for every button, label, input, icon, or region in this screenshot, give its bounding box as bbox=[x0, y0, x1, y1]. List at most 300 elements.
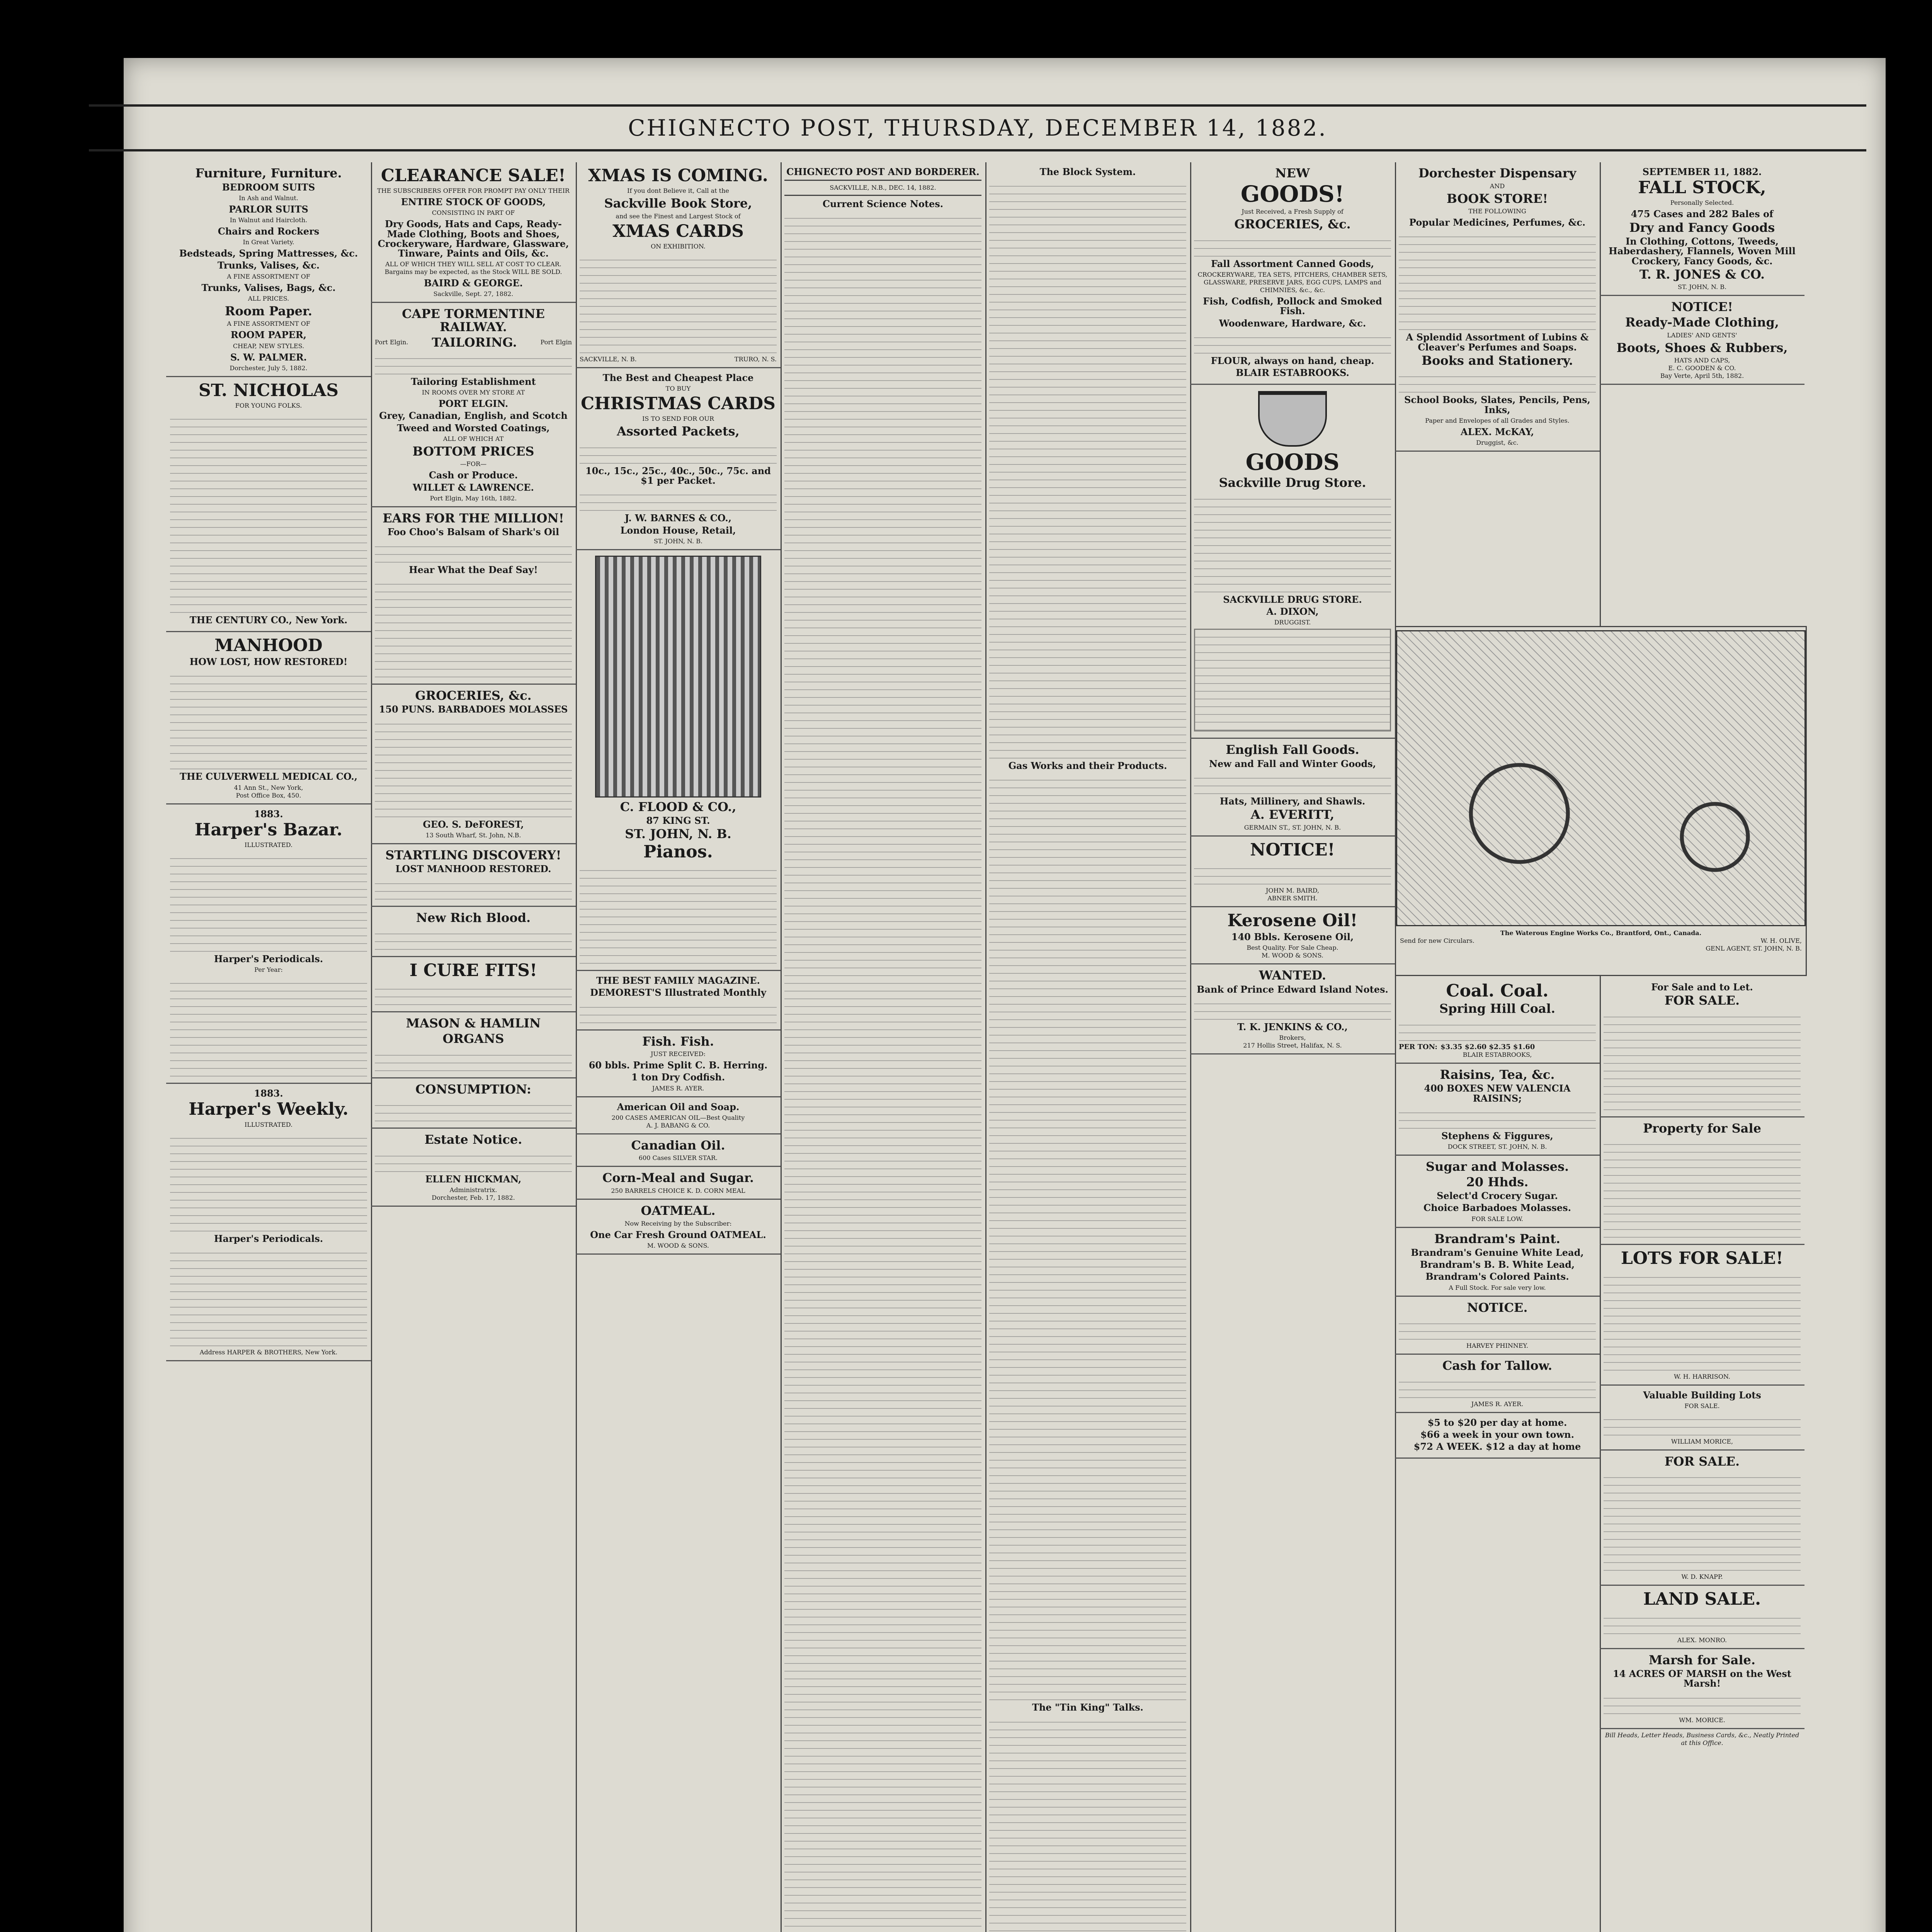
ad-line: In Walnut and Haircloth. bbox=[230, 216, 308, 224]
ad-title: CLEARANCE SALE! bbox=[381, 166, 566, 185]
ad-footer bbox=[580, 355, 777, 363]
ad-title: NEW bbox=[1275, 166, 1310, 180]
ad-signature: BAIRD & GEORGE. bbox=[423, 277, 523, 289]
ad-line: DRUGGIST. bbox=[1274, 619, 1311, 626]
article-body bbox=[989, 179, 1186, 759]
ad-line: ALL PRICES. bbox=[248, 294, 289, 302]
ad-title: GROCERIES, &c. bbox=[415, 688, 532, 703]
column-1 bbox=[166, 162, 372, 1932]
body-text bbox=[1604, 1412, 1801, 1435]
body-text bbox=[375, 539, 572, 563]
ad-line: Trunks, Valises, &c. bbox=[217, 260, 320, 271]
body-text bbox=[1194, 330, 1391, 354]
ad-line: 1883. bbox=[254, 808, 283, 820]
ad-signature: WILLIAM MORICE, bbox=[1671, 1437, 1733, 1445]
notice-jones-ad bbox=[1600, 296, 1804, 385]
ad-line: IS TO SEND FOR OUR bbox=[642, 415, 714, 423]
building-lots-ad bbox=[1600, 1386, 1804, 1451]
ad-title: American Oil and Soap. bbox=[617, 1101, 740, 1112]
ad-title: EARS FOR THE MILLION! bbox=[383, 510, 564, 526]
ad-line: 600 Cases SILVER STAR. bbox=[638, 1154, 718, 1162]
drug-store-ad bbox=[1190, 385, 1395, 739]
ad-line: 150 PUNS. BARBADOES MOLASSES bbox=[379, 704, 568, 715]
ad-line: Now Receiving by the Subscriber: bbox=[624, 1219, 732, 1227]
ad-line: 475 Cases and 282 Bales of bbox=[1631, 208, 1774, 220]
ad-line: TRURO, N. S. bbox=[734, 355, 777, 363]
ad-line: Harper's Periodicals. bbox=[214, 1233, 323, 1244]
ad-line: SEPTEMBER 11, 1882. bbox=[1642, 166, 1762, 177]
ad-title: The Best and Cheapest Place bbox=[602, 372, 754, 383]
divider bbox=[784, 195, 981, 196]
ad-title: Coal. Coal. bbox=[1446, 981, 1549, 1001]
body-text bbox=[1194, 771, 1391, 794]
printing-notice bbox=[1600, 1729, 1804, 1751]
ad-date: Bay Verte, April 5th, 1882. bbox=[1660, 372, 1744, 380]
dateline: SACKVILLE, N.B., DEC. 14, 1882. bbox=[830, 184, 936, 192]
ad-line: Hats, Millinery, and Shawls. bbox=[1219, 795, 1366, 807]
ad-line: ROOM PAPER, bbox=[230, 329, 307, 341]
ad-line: Send for new Circulars. bbox=[1400, 937, 1475, 944]
body-text bbox=[375, 927, 572, 950]
ad-signature: BLAIR ESTABROOKS, bbox=[1463, 1051, 1532, 1058]
ad-line: Books and Stationery. bbox=[1421, 353, 1573, 368]
body-text bbox=[170, 1246, 367, 1346]
estate-notice bbox=[371, 1129, 576, 1207]
ad-title: GOODS bbox=[1245, 449, 1340, 476]
body-text bbox=[1604, 1691, 1801, 1714]
body-text bbox=[1604, 1611, 1801, 1634]
ad-signature: A. EVERITT, bbox=[1250, 807, 1335, 822]
ad-line: 400 BOXES NEW VALENCIA RAISINS; bbox=[1424, 1083, 1571, 1104]
ad-line: Druggist, &c. bbox=[1476, 439, 1519, 446]
ad-line: Best Quality. For Sale Cheap. bbox=[1247, 944, 1338, 952]
ad-line: GERMAIN ST., ST. JOHN, N. B. bbox=[1244, 823, 1341, 831]
ad-title: MANHOOD bbox=[214, 636, 323, 656]
ad-title: Corn-Meal and Sugar. bbox=[602, 1170, 754, 1185]
ad-line: Brandram's B. B. White Lead, bbox=[1420, 1259, 1575, 1270]
ad-line: THE FOLLOWING bbox=[1468, 207, 1526, 215]
body-text bbox=[580, 863, 777, 964]
furniture-ad bbox=[166, 162, 371, 377]
divider bbox=[784, 180, 981, 181]
ad-date: Sackville, Sept. 27, 1882. bbox=[433, 290, 514, 298]
ad-line: Dry and Fancy Goods bbox=[1629, 220, 1775, 235]
ad-title: Valuable Building Lots bbox=[1643, 1389, 1761, 1401]
fall-stock-ad bbox=[1600, 162, 1804, 296]
ad-signature: ELLEN HICKMAN, bbox=[425, 1173, 522, 1185]
ad-line: London House, Retail, bbox=[620, 524, 736, 536]
ad-line: DEMOREST'S Illustrated Monthly bbox=[590, 987, 766, 998]
canadian-oil-ad bbox=[576, 1134, 781, 1167]
article-title: Gas Works and their Products. bbox=[1008, 760, 1167, 772]
st-nicholas-ad bbox=[166, 377, 371, 632]
article-body bbox=[784, 211, 981, 1932]
ad-signature: T. R. JONES & CO. bbox=[1639, 267, 1765, 282]
ad-signature: M. WOOD & SONS. bbox=[647, 1242, 709, 1249]
ad-title: Estate Notice. bbox=[424, 1132, 522, 1147]
body-text bbox=[580, 440, 777, 464]
ad-line: Tweed and Worsted Coatings, bbox=[397, 422, 550, 434]
body-text bbox=[375, 1098, 572, 1121]
ad-line: If you dont Believe it, Call at the bbox=[627, 187, 729, 195]
ad-signature: JAMES R. AYER. bbox=[652, 1084, 704, 1092]
ad-line: Bedsteads, Spring Mattresses, &c. bbox=[179, 248, 358, 259]
ad-title: NOTICE! bbox=[1671, 299, 1733, 315]
ad-title: NOTICE. bbox=[1467, 1300, 1528, 1315]
ad-signature: ABNER SMITH. bbox=[1267, 894, 1318, 902]
body-text bbox=[1604, 1010, 1801, 1110]
ad-line: In Great Variety. bbox=[243, 238, 294, 246]
ad-footer bbox=[1396, 937, 1806, 945]
lots-sale-ad bbox=[1600, 1245, 1804, 1385]
raisins-ad bbox=[1395, 1064, 1600, 1156]
ad-line: 1883. bbox=[254, 1088, 283, 1099]
cape-tormentine-ad bbox=[371, 303, 576, 507]
waterous-engine-ad bbox=[1395, 626, 1807, 976]
column-4 bbox=[781, 162, 986, 1932]
coal-price-row bbox=[1399, 1043, 1596, 1051]
columns bbox=[166, 162, 1804, 1932]
ad-line: Select'd Crocery Sugar. bbox=[1437, 1190, 1558, 1202]
ad-line: New and Fall and Winter Goods, bbox=[1209, 758, 1376, 769]
dispensary-ad bbox=[1395, 162, 1600, 452]
ad-line: Port Elgin bbox=[540, 338, 572, 346]
ad-title: Raisins, Tea, &c. bbox=[1440, 1067, 1555, 1082]
body-text bbox=[170, 412, 367, 613]
ad-line: FOR SALE. bbox=[1664, 993, 1740, 1008]
ad-signature: GEO. S. DeFOREST, bbox=[423, 818, 524, 830]
ad-signature: W. H. HARRISON. bbox=[1673, 1372, 1730, 1380]
ad-line: Woodenware, Hardware, &c. bbox=[1219, 317, 1366, 329]
consumption-ad bbox=[371, 1078, 576, 1129]
ad-title: For Sale and to Let. bbox=[1651, 981, 1753, 993]
body-text bbox=[375, 1149, 572, 1172]
ad-line: 250 BARRELS CHOICE K. D. CORN MEAL bbox=[611, 1187, 745, 1194]
ad-title: Cash for Tallow. bbox=[1442, 1358, 1553, 1373]
ad-line: Brokers, bbox=[1279, 1034, 1306, 1042]
ad-date: Port Elgin, May 16th, 1882. bbox=[430, 494, 517, 502]
ad-signature: HARVEY PHINNEY. bbox=[1466, 1342, 1529, 1350]
body-text bbox=[1399, 1375, 1596, 1398]
ad-line: ST. JOHN, N. B. bbox=[653, 537, 703, 545]
ad-title: Furniture, Furniture. bbox=[195, 166, 342, 180]
ad-line: 217 Hollis Street, Halifax, N. S. bbox=[1243, 1042, 1342, 1049]
column-3 bbox=[576, 162, 782, 1932]
ad-signature: M. WOOD & SONS. bbox=[1261, 952, 1324, 959]
body-text bbox=[170, 976, 367, 1077]
ad-line: Brandram's Genuine White Lead, bbox=[1411, 1247, 1584, 1259]
ad-line: Tailoring Establishment bbox=[411, 376, 536, 388]
demorest-ad bbox=[576, 971, 781, 1030]
ad-signature: W. H. OLIVE, bbox=[1760, 937, 1802, 944]
ad-line: GROCERIES, &c. bbox=[1234, 217, 1351, 232]
ad-line: 13 South Wharf, St. John, N.B. bbox=[425, 831, 521, 839]
ad-line: ALL OF WHICH THEY WILL SELL AT COST TO CLEAR. bbox=[385, 260, 561, 268]
ad-line: $66 a week in your own town. bbox=[1420, 1429, 1574, 1440]
medicine-box-ad bbox=[1194, 629, 1391, 731]
ad-date: Dorchester, Feb. 17, 1882. bbox=[432, 1194, 515, 1201]
ad-line: 14 ACRES OF MARSH on the West Marsh! bbox=[1612, 1668, 1792, 1689]
ad-signature: S. W. PALMER. bbox=[230, 351, 307, 363]
tallow-ad bbox=[1395, 1355, 1600, 1413]
ad-title: Harper's Bazar. bbox=[194, 820, 343, 840]
ad-line: Harper's Periodicals. bbox=[214, 953, 323, 964]
ad-title: Brandram's Paint. bbox=[1434, 1231, 1560, 1246]
ad-line: HATS AND CAPS, bbox=[1674, 357, 1730, 364]
ad-line: PARLOR SUITS bbox=[229, 203, 308, 215]
mason-hamlin-ad bbox=[371, 1012, 576, 1078]
ad-line: ORGANS bbox=[442, 1031, 504, 1046]
ad-line: Fish, Codfish, Pollock and Smoked Fish. bbox=[1203, 296, 1382, 317]
masthead: CHIGNECTO POST, THURSDAY, DECEMBER 14, 1882. bbox=[89, 104, 1866, 151]
body-text bbox=[170, 669, 367, 769]
ad-line: Bargains may be expected, as the Stock WILL BE SOLD. bbox=[384, 268, 562, 276]
ad-line: Fall Assortment Canned Goods, bbox=[1211, 258, 1374, 270]
ad-line: PORT ELGIN. bbox=[438, 398, 509, 410]
body-text bbox=[580, 488, 777, 511]
ad-signature: JAMES R. AYER. bbox=[1471, 1400, 1524, 1408]
ad-title: Harper's Weekly. bbox=[189, 1099, 349, 1119]
ad-title: LOTS FOR SALE! bbox=[1621, 1248, 1784, 1269]
ad-signature: BLAIR ESTABROOKS. bbox=[1236, 367, 1349, 379]
new-goods-ad bbox=[1190, 162, 1395, 385]
body-text bbox=[375, 717, 572, 817]
ad-line: Popular Medicines, Perfumes, &c. bbox=[1409, 217, 1586, 228]
property-sale-ad bbox=[1600, 1117, 1804, 1245]
cure-fits-ad bbox=[371, 957, 576, 1012]
ad-line: PER TON: bbox=[1399, 1043, 1438, 1051]
ad-line: Dry Goods, Hats and Caps, Ready-Made Clothing, Boots and Shoes, Crockeryware, Hardware, Glassware, Tinware, Paints and Oils, &c. bbox=[378, 218, 569, 259]
manhood-ad bbox=[166, 632, 371, 804]
article-title: The "Tin King" Talks. bbox=[1032, 1702, 1143, 1713]
notice-ad bbox=[1190, 837, 1395, 907]
body-text bbox=[1194, 997, 1391, 1020]
body-text bbox=[375, 876, 572, 900]
ad-title: New Rich Blood. bbox=[416, 910, 531, 925]
ad-line: LADIES' AND GENTS' bbox=[1667, 331, 1737, 339]
ad-line: A Splendid Assortment of Lubins & Cleaver's Perfumes and Soaps. bbox=[1406, 332, 1589, 353]
ad-line: 41 Ann St., New York, bbox=[234, 784, 303, 791]
ad-date: Dorchester, July 5, 1882. bbox=[230, 364, 308, 372]
coal-ad bbox=[1395, 978, 1600, 1064]
ad-line: Cash or Produce. bbox=[429, 469, 518, 481]
article-body bbox=[989, 1715, 1186, 1932]
ad-title: MASON & HAMLIN bbox=[406, 1016, 541, 1031]
ad-line: BOTTOM PRICES bbox=[412, 444, 534, 459]
ad-line: A FINE ASSORTMENT OF bbox=[227, 320, 310, 328]
ad-line: JUST RECEIVED: bbox=[650, 1050, 706, 1058]
ad-signature: THE CENTURY CO., New York. bbox=[189, 614, 348, 626]
ad-line: ST. JOHN, N. B. bbox=[1677, 283, 1727, 291]
harpers-weekly-ad bbox=[166, 1084, 371, 1361]
body-text bbox=[1399, 369, 1596, 393]
article-title: Current Science Notes. bbox=[822, 198, 944, 210]
ad-line: Choice Barbadoes Molasses. bbox=[1423, 1202, 1571, 1214]
wanted-ad bbox=[1190, 964, 1395, 1054]
ad-line: Administratrix. bbox=[449, 1186, 497, 1194]
article-body bbox=[989, 773, 1186, 1700]
ad-line: Foo Choo's Balsam of Shark's Oil bbox=[387, 526, 560, 538]
column-2 bbox=[371, 162, 577, 1932]
body-text bbox=[170, 1131, 367, 1231]
body-text bbox=[375, 351, 572, 374]
fish-ad bbox=[576, 1031, 781, 1097]
ad-line: SACKVILLE DRUG STORE. bbox=[1223, 594, 1362, 605]
body-text bbox=[1194, 861, 1391, 884]
ad-line: ENTIRE STOCK OF GOODS, bbox=[401, 196, 546, 208]
ad-line: Grey, Canadian, English, and Scotch bbox=[379, 410, 568, 422]
ad-title: Fish. Fish. bbox=[642, 1034, 714, 1049]
ad-line: LOST MANHOOD RESTORED. bbox=[395, 863, 551, 875]
fire-engine-illustration bbox=[1396, 630, 1806, 926]
ad-title: LAND SALE. bbox=[1643, 1589, 1761, 1609]
column-8 bbox=[1600, 162, 1804, 622]
ad-line: Hear What the Deaf Say! bbox=[409, 564, 538, 575]
ears-ad bbox=[371, 507, 576, 685]
ad-line: FOR SALE LOW. bbox=[1471, 1215, 1523, 1223]
ad-line: DOCK STREET, ST. JOHN, N. B. bbox=[1447, 1143, 1547, 1150]
ad-signature: W. D. KNAPP. bbox=[1681, 1573, 1723, 1581]
ad-line: TO BUY bbox=[665, 385, 691, 393]
ad-line: 10c., 15c., 25c., 40c., 50c., 75c. and $1 per Packet. bbox=[585, 465, 771, 486]
ad-title: XMAS IS COMING. bbox=[588, 166, 768, 185]
body-text bbox=[375, 982, 572, 1005]
clearance-sale-ad bbox=[371, 162, 576, 303]
ad-line: ON EXHIBITION. bbox=[651, 242, 706, 250]
ad-title: Sugar and Molasses. bbox=[1425, 1159, 1569, 1174]
ad-title: STARTLING DISCOVERY! bbox=[385, 847, 561, 862]
ad-line: 1 ton Dry Codfish. bbox=[631, 1071, 725, 1083]
tailoring-header bbox=[375, 336, 572, 349]
ad-line: School Books, Slates, Pencils, Pens, Inks, bbox=[1404, 394, 1590, 415]
ad-line: Per Year: bbox=[254, 966, 283, 974]
ad-title: FOR SALE. bbox=[1664, 1454, 1740, 1469]
ad-line: ILLUSTRATED. bbox=[244, 1121, 293, 1128]
ad-signature: A. DIXON, bbox=[1266, 605, 1319, 617]
ad-line: FOR SALE. bbox=[1684, 1402, 1720, 1410]
ad-line: Just Received, a Fresh Supply of bbox=[1242, 208, 1344, 216]
body-text bbox=[170, 851, 367, 952]
ad-signature: WM. MORICE. bbox=[1679, 1716, 1725, 1724]
ad-line: The Waterous Engine Works Co., Brantford, Ont., Canada. bbox=[1500, 929, 1702, 937]
ad-line: $5 to $20 per day at home. bbox=[1427, 1417, 1567, 1428]
ad-title: WANTED. bbox=[1259, 968, 1326, 983]
ad-line: One Car Fresh Ground OATMEAL. bbox=[590, 1229, 766, 1240]
body-text bbox=[1604, 1137, 1801, 1238]
ad-line: Post Office Box, 450. bbox=[236, 791, 301, 799]
body-text bbox=[1604, 1270, 1801, 1371]
ad-title: I CURE FITS! bbox=[409, 961, 537, 981]
editorial bbox=[781, 162, 985, 1932]
ad-line: CROCKERYWARE, TEA SETS, PITCHERS, CHAMBER SETS, GLASSWARE, PRESERVE JARS, EGG CUPS, LAMPS and CHIMNIES, &c., &c. bbox=[1197, 271, 1388, 294]
body-text bbox=[375, 1048, 572, 1071]
marsh-sale-ad bbox=[1600, 1649, 1804, 1729]
ad-title: ST. NICHOLAS bbox=[198, 380, 339, 400]
editorial-title: CHIGNECTO POST AND BORDERER. bbox=[786, 166, 980, 177]
ad-line: 140 Bbls. Kerosene Oil, bbox=[1231, 931, 1354, 942]
body-text bbox=[1399, 1105, 1596, 1129]
ad-line: Room Paper. bbox=[224, 303, 312, 318]
ad-line: Personally Selected. bbox=[1670, 199, 1734, 207]
article-title: The Block System. bbox=[1039, 166, 1136, 177]
harpers-bazar-ad bbox=[166, 804, 371, 1084]
ad-title: NOTICE! bbox=[1250, 840, 1335, 860]
ad-line: $3.35 $2.60 $2.35 $1.60 bbox=[1440, 1043, 1535, 1051]
ad-title: TAILORING. bbox=[432, 335, 517, 350]
ad-line: CONSISTING IN PART OF bbox=[432, 209, 515, 217]
money-ads bbox=[1395, 1413, 1600, 1459]
ad-line: Ready-Made Clothing, bbox=[1625, 315, 1779, 330]
kerosene-ad bbox=[1190, 907, 1395, 964]
body-text bbox=[580, 253, 777, 353]
body-text bbox=[1399, 1316, 1596, 1340]
ad-line: —FOR— bbox=[460, 460, 487, 468]
body-text bbox=[1194, 492, 1391, 592]
organ-illustration bbox=[595, 556, 761, 798]
ad-signature: A. J. BABANG & CO. bbox=[646, 1121, 710, 1129]
ad-signature: E. C. GOODEN & CO. bbox=[1668, 364, 1736, 372]
ad-line: A FINE ASSORTMENT OF bbox=[227, 272, 310, 280]
body-text bbox=[1399, 1018, 1596, 1041]
ad-title: C. FLOOD & CO., bbox=[620, 799, 736, 814]
body-text bbox=[1604, 1470, 1801, 1571]
articles bbox=[985, 162, 1190, 1932]
ad-line: 87 KING ST. bbox=[646, 815, 710, 827]
ad-line: THE SUBSCRIBERS OFFER FOR PROMPT PAY ONLY THEIR bbox=[377, 187, 570, 195]
ad-signature: WILLET & LAWRENCE. bbox=[413, 481, 534, 493]
ad-line: 20 Hhds. bbox=[1466, 1174, 1529, 1189]
ad-signature: Stephens & Figgures, bbox=[1441, 1130, 1553, 1141]
ad-line: Pianos. bbox=[643, 842, 713, 862]
sugar-molasses-ad bbox=[1395, 1156, 1600, 1228]
ad-line: HOW LOST, HOW RESTORED! bbox=[189, 656, 348, 668]
ad-line: Trunks, Valises, Bags, &c. bbox=[201, 282, 336, 293]
ad-line: and see the Finest and Largest Stock of bbox=[616, 212, 741, 220]
christmas-cards-ad bbox=[576, 368, 781, 550]
ad-title: Marsh for Sale. bbox=[1648, 1652, 1756, 1667]
ad-line: ALL OF WHICH AT bbox=[443, 435, 504, 442]
corn-meal-ad bbox=[576, 1167, 781, 1200]
ad-line: IN ROOMS OVER MY STORE AT bbox=[422, 389, 525, 396]
english-fall-goods-ad bbox=[1190, 739, 1395, 837]
column-8-lower bbox=[1600, 978, 1804, 1932]
ad-line: In Clothing, Cottons, Tweeds, Haberdashery, Flannels, Woven Mill Crockery, Fancy Goods, &c. bbox=[1609, 236, 1796, 267]
ad-title: OATMEAL. bbox=[641, 1203, 716, 1218]
ad-title: THE BEST FAMILY MAGAZINE. bbox=[596, 975, 760, 986]
xmas-ad bbox=[576, 162, 781, 368]
ad-signature: Address HARPER & BROTHERS, New York. bbox=[199, 1348, 338, 1356]
ad-line: 200 CASES AMERICAN OIL—Best Quality bbox=[611, 1114, 745, 1121]
ad-signature: THE CULVERWELL MEDICAL CO., bbox=[179, 771, 358, 782]
ad-signature: ALEX. MONRO. bbox=[1677, 1636, 1727, 1644]
ad-line: Sackville Book Store, bbox=[604, 196, 752, 211]
ad-line: Paper and Envelopes of all Grades and Styles. bbox=[1425, 417, 1570, 424]
groceries-ad bbox=[371, 685, 576, 844]
ad-line: GENL AGENT, ST. JOHN, N. B. bbox=[1706, 945, 1802, 952]
ad-title: CONSUMPTION: bbox=[415, 1082, 531, 1097]
ad-line: Chairs and Rockers bbox=[218, 225, 320, 237]
ad-line: ILLUSTRATED. bbox=[244, 841, 293, 849]
ad-signature: J. W. BARNES & CO., bbox=[624, 512, 732, 524]
ad-line: FOR YOUNG FOLKS. bbox=[235, 401, 302, 409]
ad-signature: T. K. JENKINS & CO., bbox=[1237, 1021, 1348, 1032]
ad-title: CAPE TORMENTINE RAILWAY. bbox=[402, 306, 545, 334]
rich-blood-ad bbox=[371, 907, 576, 957]
ad-title: Canadian Oil. bbox=[631, 1138, 725, 1153]
ad-line: $72 A WEEK. $12 a day at home bbox=[1413, 1441, 1581, 1452]
ad-line: In Ash and Walnut. bbox=[239, 194, 298, 202]
organ-ad bbox=[576, 550, 781, 971]
